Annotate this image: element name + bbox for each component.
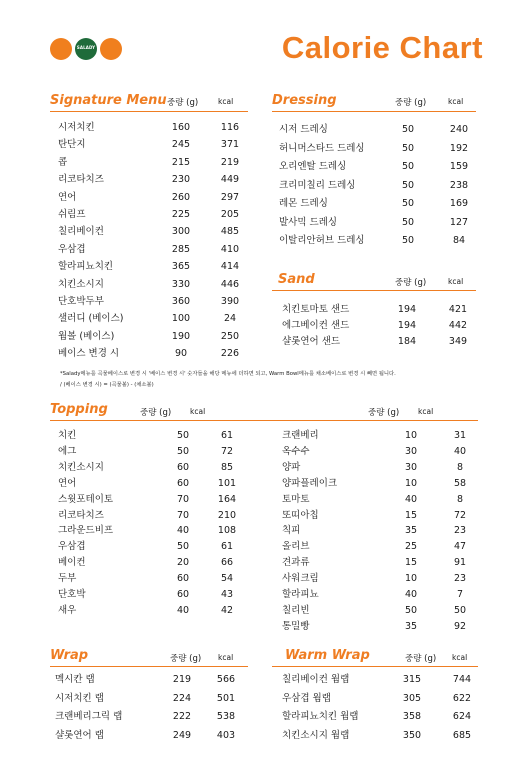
- signature-rule: [50, 111, 248, 112]
- signature-item-name: 쉬림프: [58, 209, 86, 220]
- dressing-item-kcal: 127: [449, 216, 469, 228]
- topping-left-item-kcal: 72: [220, 445, 234, 457]
- signature-item-name: 할라피뇨치킨: [58, 261, 114, 273]
- dressing-item-weight: 50: [401, 235, 415, 246]
- wrap-item-name: 시저치킨 랩: [55, 692, 104, 704]
- warm-wrap-item-kcal: 622: [452, 692, 472, 704]
- warm-wrap-item-weight: 315: [402, 674, 422, 685]
- wrap-item-name: 샬롯연어 랩: [55, 729, 104, 741]
- wrap-item-kcal: 538: [216, 711, 236, 722]
- warm-wrap-item-name: 치킨소시지 웜랩: [282, 729, 350, 741]
- signature-item-weight: 330: [171, 278, 191, 290]
- warm-wrap-item-kcal: 624: [452, 711, 472, 722]
- topping-left-item-name: 베이컨: [58, 557, 86, 569]
- topping-left-item-kcal: 61: [220, 430, 234, 441]
- signature-item-kcal: 205: [220, 209, 240, 220]
- topping-right-item-name: 통밀빵: [282, 620, 310, 632]
- dressing-item-name: 오리엔탈 드레싱: [279, 161, 347, 172]
- dressing-item-kcal: 169: [449, 198, 469, 209]
- signature-item-name: 치킨소시지: [58, 278, 104, 290]
- topping-left-item-kcal: 85: [220, 461, 234, 473]
- topping-left-item-name: 치킨소시지: [58, 461, 104, 473]
- signature-item-name: 샐러디 (베이스): [58, 313, 124, 325]
- warm-wrap-item-weight: 305: [402, 692, 422, 704]
- signature-item-name: 칠리베이컨: [58, 226, 104, 238]
- signature-item-weight: 245: [171, 139, 191, 151]
- dressing-item-kcal: 238: [449, 179, 469, 191]
- topping-rule: [50, 420, 478, 421]
- topping-left-item-name: 두부: [58, 573, 77, 585]
- topping-right-item-kcal: 31: [453, 430, 467, 441]
- warm-wrap-title: Warm Wrap: [285, 648, 370, 663]
- warm-wrap-weight-header: 중량 (g): [405, 654, 437, 664]
- topping-right-weight-header: 중량 (g): [368, 408, 400, 418]
- topping-right-item-name: 양파: [282, 461, 301, 473]
- dressing-item-weight: 50: [401, 179, 415, 191]
- signature-item-weight: 90: [174, 348, 188, 360]
- warm-wrap-item-name: 우삼겹 웜랩: [282, 692, 331, 704]
- topping-title: Topping: [50, 402, 108, 417]
- topping-right-item-kcal: 23: [453, 525, 467, 537]
- sand-item-kcal: 349: [448, 336, 468, 347]
- topping-right-item-weight: 30: [404, 461, 418, 473]
- signature-item-weight: 285: [171, 243, 191, 255]
- topping-right-item-kcal: 72: [453, 509, 467, 521]
- sand-item-weight: 194: [397, 304, 417, 315]
- signature-item-weight: 225: [171, 209, 191, 220]
- signature-item-name: 콥: [58, 156, 68, 168]
- warm-wrap-item-weight: 350: [402, 729, 422, 741]
- topping-left-item-weight: 60: [176, 461, 190, 473]
- dressing-item-kcal: 84: [452, 235, 466, 246]
- wrap-item-name: 크랜베리그릭 랩: [55, 711, 123, 722]
- wrap-item-kcal: 501: [216, 692, 236, 704]
- topping-right-item-weight: 30: [404, 445, 418, 457]
- signature-item-kcal: 414: [220, 261, 240, 273]
- wrap-rule: [50, 666, 248, 667]
- topping-left-item-weight: 20: [176, 557, 190, 569]
- page-title: Calorie Chart: [281, 30, 483, 65]
- signature-item-name: 시저치킨: [58, 122, 95, 133]
- signature-item-kcal: 449: [220, 174, 240, 186]
- sand-item-name: 치킨토마토 샌드: [282, 304, 350, 315]
- signature-item-kcal: 371: [220, 139, 240, 151]
- topping-right-item-kcal: 7: [456, 589, 464, 600]
- dressing-item-kcal: 240: [449, 124, 469, 135]
- warm-wrap-item-weight: 358: [402, 711, 422, 722]
- topping-right-item-weight: 10: [404, 477, 418, 489]
- dressing-rule: [272, 111, 476, 112]
- sand-item-weight: 184: [397, 336, 417, 347]
- signature-item-kcal: 390: [220, 296, 240, 307]
- topping-left-item-kcal: 108: [217, 525, 237, 537]
- topping-right-item-kcal: 8: [456, 493, 464, 505]
- topping-left-item-name: 치킨: [58, 430, 77, 441]
- topping-right-item-name: 칙피: [282, 525, 301, 537]
- topping-right-item-name: 옥수수: [282, 445, 310, 457]
- signature-item-name: 베이스 변경 시: [58, 348, 120, 360]
- note-line-2: / (베이스 변경 시) = (곡물볼) - (채소볼): [60, 382, 154, 388]
- signature-item-kcal: 226: [220, 348, 240, 360]
- topping-left-item-kcal: 210: [217, 509, 237, 521]
- topping-left-item-name: 단호박: [58, 589, 86, 600]
- topping-right-item-weight: 40: [404, 589, 418, 600]
- signature-item-kcal: 24: [223, 313, 237, 325]
- topping-right-item-name: 올리브: [282, 541, 310, 553]
- topping-left-item-weight: 60: [176, 589, 190, 600]
- signature-item-kcal: 446: [220, 278, 240, 290]
- signature-item-kcal: 410: [220, 243, 240, 255]
- signature-item-kcal: 485: [220, 226, 240, 238]
- topping-left-item-weight: 40: [176, 604, 190, 616]
- signature-item-name: 단호박두부: [58, 296, 104, 307]
- signature-item-weight: 190: [171, 330, 191, 342]
- sand-weight-header: 중량 (g): [395, 278, 427, 288]
- wrap-title: Wrap: [50, 648, 89, 663]
- brand-logo: [50, 38, 122, 60]
- topping-right-item-weight: 15: [404, 557, 418, 569]
- wrap-item-weight: 219: [172, 674, 192, 685]
- signature-kcal-header: kcal: [218, 97, 234, 106]
- signature-item-name: 우삼겹: [58, 243, 86, 255]
- topping-left-item-kcal: 101: [217, 477, 237, 489]
- topping-right-item-name: 크랜베리: [282, 430, 319, 441]
- note-line-1: *Salady메뉴를 곡물베이스로 변경 시 '베이스 변경 시' 숫자들을 해당 메뉴에 더하면 되고, Warm Bowl메뉴를 채소베이스로 변경 시 빼면 됩니다.: [60, 371, 396, 377]
- topping-right-item-kcal: 40: [453, 445, 467, 457]
- dressing-item-name: 허니머스타드 드레싱: [279, 142, 365, 154]
- wrap-kcal-header: kcal: [218, 653, 234, 662]
- topping-left-kcal-header: kcal: [190, 407, 206, 416]
- dressing-weight-header: 중량 (g): [395, 98, 427, 108]
- dressing-item-weight: 50: [401, 198, 415, 209]
- wrap-item-kcal: 403: [216, 729, 236, 741]
- topping-right-item-weight: 15: [404, 509, 418, 521]
- topping-left-item-weight: 70: [176, 509, 190, 521]
- topping-right-item-name: 토마토: [282, 493, 310, 505]
- signature-item-weight: 160: [171, 122, 191, 133]
- topping-left-item-kcal: 54: [220, 573, 234, 585]
- wrap-item-weight: 249: [172, 729, 192, 741]
- topping-right-item-weight: 35: [404, 525, 418, 537]
- dressing-item-weight: 50: [401, 161, 415, 172]
- logo-center-badge: [75, 38, 97, 60]
- topping-right-item-name: 견과류: [282, 557, 310, 569]
- signature-item-kcal: 219: [220, 156, 240, 168]
- signature-item-weight: 230: [171, 174, 191, 186]
- signature-item-name: 탄단지: [58, 139, 86, 151]
- topping-left-item-weight: 70: [176, 493, 190, 505]
- warm-wrap-item-name: 칠리베이컨 웜랩: [282, 674, 350, 685]
- signature-weight-header: 중량 (g): [167, 98, 199, 108]
- topping-left-item-weight: 40: [176, 525, 190, 537]
- topping-left-item-name: 스윗포테이토: [58, 493, 114, 505]
- dressing-item-name: 레몬 드레싱: [279, 198, 328, 209]
- signature-item-weight: 360: [171, 296, 191, 307]
- topping-left-item-weight: 50: [176, 541, 190, 553]
- dressing-item-name: 시저 드레싱: [279, 124, 328, 135]
- topping-right-item-weight: 10: [404, 573, 418, 585]
- topping-left-item-weight: 50: [176, 445, 190, 457]
- topping-left-item-kcal: 43: [220, 589, 234, 600]
- sand-item-weight: 194: [397, 320, 417, 331]
- topping-right-item-kcal: 50: [453, 604, 467, 616]
- signature-item-kcal: 250: [220, 330, 240, 342]
- dressing-item-kcal: 192: [449, 142, 469, 154]
- sand-rule: [272, 290, 476, 291]
- topping-right-item-weight: 40: [404, 493, 418, 505]
- dressing-item-name: 크리미칠리 드레싱: [279, 179, 356, 191]
- sand-item-name: 샬롯연어 샌드: [282, 336, 341, 347]
- warm-wrap-kcal-header: kcal: [452, 653, 468, 662]
- wrap-weight-header: 중량 (g): [170, 654, 202, 664]
- wrap-item-weight: 222: [172, 711, 192, 722]
- topping-right-item-kcal: 92: [453, 620, 467, 632]
- topping-left-item-kcal: 61: [220, 541, 234, 553]
- topping-left-item-name: 연어: [58, 477, 77, 489]
- topping-left-item-name: 우삼겹: [58, 541, 86, 553]
- sand-title: Sand: [278, 272, 315, 287]
- topping-right-item-weight: 50: [404, 604, 418, 616]
- signature-title: Signature Menu: [50, 93, 167, 108]
- sand-item-name: 에그베이컨 샌드: [282, 320, 350, 331]
- wrap-item-name: 멕시칸 랩: [55, 674, 95, 685]
- logo-right-badge: [100, 38, 122, 60]
- signature-item-name: 연어: [58, 191, 77, 203]
- topping-right-item-name: 칠리빈: [282, 604, 310, 616]
- topping-left-item-kcal: 42: [220, 604, 234, 616]
- signature-item-kcal: 297: [220, 191, 240, 203]
- topping-left-item-name: 새우: [58, 604, 77, 616]
- sand-kcal-header: kcal: [448, 277, 464, 286]
- topping-left-item-weight: 60: [176, 477, 190, 489]
- warm-wrap-item-name: 할라피뇨치킨 웜랩: [282, 711, 359, 722]
- signature-item-kcal: 116: [220, 122, 240, 133]
- topping-right-item-name: 사워크림: [282, 573, 319, 585]
- dressing-title: Dressing: [272, 93, 337, 108]
- topping-right-item-kcal: 8: [456, 461, 464, 473]
- sand-item-kcal: 442: [448, 320, 468, 331]
- topping-left-item-weight: 60: [176, 573, 190, 585]
- sand-item-kcal: 421: [448, 304, 468, 315]
- topping-left-item-kcal: 66: [220, 557, 234, 569]
- topping-left-item-name: 에그: [58, 445, 77, 457]
- logo-left-badge: [50, 38, 72, 60]
- warm-wrap-item-kcal: 685: [452, 729, 472, 741]
- topping-left-item-weight: 50: [176, 430, 190, 441]
- topping-right-item-name: 또띠아칩: [282, 509, 319, 521]
- topping-right-item-kcal: 23: [453, 573, 467, 585]
- warm-wrap-item-kcal: 744: [452, 674, 472, 685]
- signature-item-weight: 365: [171, 261, 191, 273]
- dressing-kcal-header: kcal: [448, 97, 464, 106]
- dressing-item-name: 발사믹 드레싱: [279, 216, 338, 228]
- signature-item-weight: 100: [171, 313, 191, 325]
- topping-left-item-name: 리코타치즈: [58, 509, 104, 521]
- dressing-item-kcal: 159: [449, 161, 469, 172]
- wrap-item-kcal: 566: [216, 674, 236, 685]
- topping-right-item-kcal: 58: [453, 477, 467, 489]
- topping-left-weight-header: 중량 (g): [140, 408, 172, 418]
- dressing-item-weight: 50: [401, 124, 415, 135]
- dressing-item-weight: 50: [401, 216, 415, 228]
- topping-right-item-kcal: 47: [453, 541, 467, 553]
- signature-item-weight: 215: [171, 156, 191, 168]
- dressing-item-name: 이탈리안허브 드레싱: [279, 235, 365, 246]
- wrap-item-weight: 224: [172, 692, 192, 704]
- topping-right-item-weight: 25: [404, 541, 418, 553]
- signature-item-weight: 300: [171, 226, 191, 238]
- signature-item-name: 웜볼 (베이스): [58, 330, 115, 342]
- topping-right-item-name: 양파플레이크: [282, 477, 338, 489]
- topping-left-item-name: 그라운드비프: [58, 525, 114, 537]
- topping-left-item-kcal: 164: [217, 493, 237, 505]
- logo-text: SALADY: [76, 45, 96, 50]
- signature-item-weight: 260: [171, 191, 191, 203]
- dressing-item-weight: 50: [401, 142, 415, 154]
- topping-right-item-weight: 35: [404, 620, 418, 632]
- topping-right-item-weight: 10: [404, 430, 418, 441]
- topping-right-item-name: 할라피뇨: [282, 589, 319, 600]
- warm-wrap-rule: [272, 666, 478, 667]
- signature-item-name: 리코타치즈: [58, 174, 104, 186]
- topping-right-kcal-header: kcal: [418, 407, 434, 416]
- topping-right-item-kcal: 91: [453, 557, 467, 569]
